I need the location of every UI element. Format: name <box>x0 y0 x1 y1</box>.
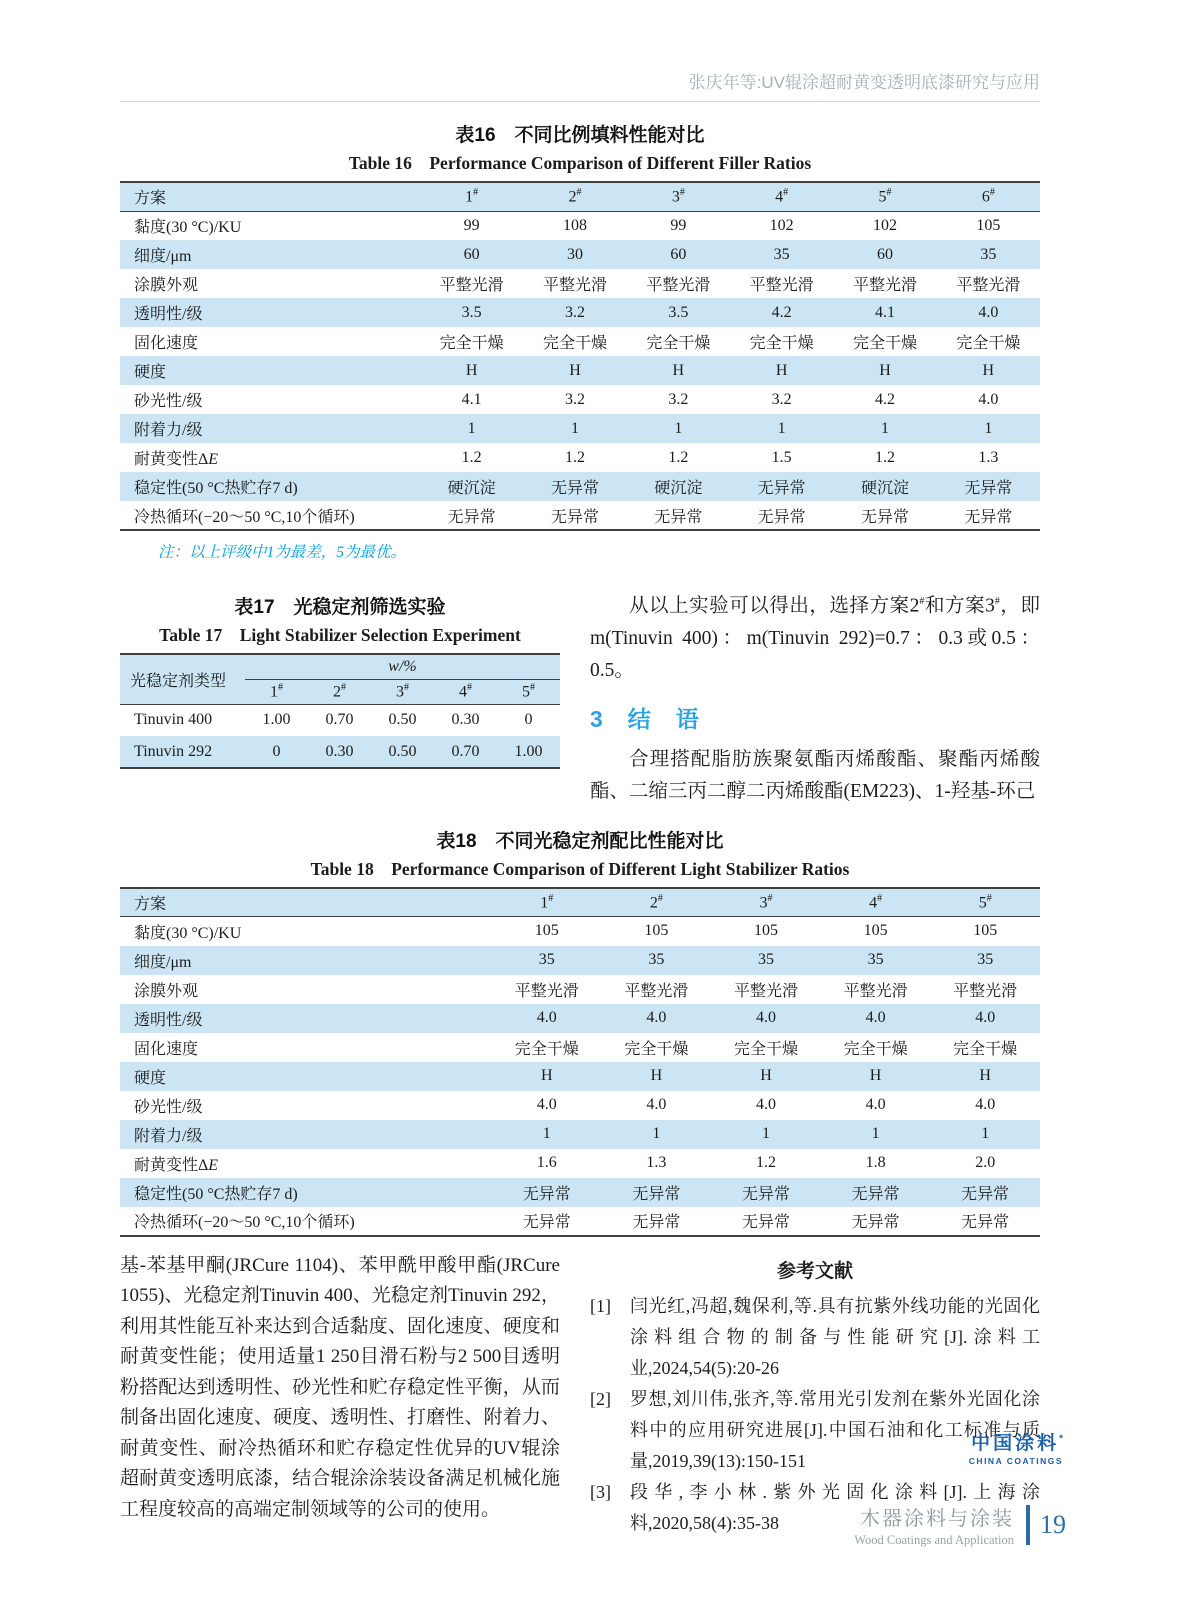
table-cell: 1 <box>880 419 889 437</box>
reference-text: 闫光红,冯超,魏保利,等.具有抗紫外线功能的光固化涂料组合物的制备与性能研究[J].涂料工业,2024,54(5):20-26 <box>630 1295 1040 1378</box>
table-cell: 完全干燥 <box>733 1040 798 1058</box>
table-cell: 1 <box>777 419 786 437</box>
table-column-header: 1# <box>492 888 602 917</box>
table-cell: 1.3 <box>646 1154 667 1171</box>
table-cell: 1.2 <box>874 448 895 466</box>
table-cell: 60 <box>463 245 480 263</box>
table-cell: 35 <box>977 951 994 968</box>
table-row <box>120 501 1040 530</box>
logo-trademark-icon: * <box>1059 1433 1063 1445</box>
table-cell: 4.0 <box>865 1096 886 1113</box>
table17-cell: 0.30 <box>451 711 480 729</box>
table-cell: 1 <box>652 1125 661 1142</box>
table-row <box>120 1033 1040 1062</box>
table-row-label: 附着力/级 <box>134 1127 203 1145</box>
table-cell: 102 <box>769 216 794 234</box>
china-coatings-logo <box>969 1428 1063 1466</box>
table17-cell: 0.50 <box>388 742 417 760</box>
reference-number: [3] <box>590 1481 611 1502</box>
table-cell: 105 <box>973 922 998 940</box>
table17-unit-header: w/% <box>245 654 560 679</box>
logo-en-text: CHINA COATINGS <box>968 1456 1063 1466</box>
table-column-header: 3# <box>711 888 821 917</box>
footer-divider-bar <box>1026 1505 1030 1545</box>
table-cell: H <box>569 361 581 379</box>
table-row-label: 耐黄变性ΔE <box>134 451 219 468</box>
table-cell: 60 <box>670 245 687 263</box>
table-cell: 硬沉淀 <box>860 480 909 497</box>
table-cell: 无异常 <box>860 508 909 526</box>
table-cell: 无异常 <box>654 508 703 526</box>
table17-cell: 0 <box>524 711 533 729</box>
table17-title-en: Table 17 Light Stabilizer Selection Experiment <box>159 625 521 645</box>
table-row-label: 固化速度 <box>134 335 199 352</box>
table-cell: 1.6 <box>536 1154 557 1171</box>
table-cell: 完全干燥 <box>953 1040 1018 1058</box>
references-heading: 参考文献 <box>776 1260 853 1282</box>
page-content <box>120 0 1040 1539</box>
table-corner-label: 方案 <box>120 182 420 211</box>
table-cell: 无异常 <box>550 508 599 526</box>
table17-cell: 0.30 <box>325 742 354 760</box>
table18 <box>120 887 1040 1237</box>
table-cell: 平整光滑 <box>749 277 814 294</box>
table-cell: 4.0 <box>536 1096 557 1113</box>
table-cell: H <box>650 1067 663 1084</box>
table-cell: 1 <box>981 1125 990 1142</box>
table-cell: 平整光滑 <box>542 277 607 294</box>
table-row <box>120 975 1040 1004</box>
table-row <box>120 1207 1040 1236</box>
table17-cell: 0 <box>272 742 281 760</box>
table-cell: H <box>979 1067 991 1084</box>
table-cell: 3.2 <box>564 303 585 321</box>
table-cell: H <box>465 361 478 379</box>
table16-title-cn: 表16 不同比例填料性能对比 <box>455 125 705 146</box>
table-cell: 35 <box>980 245 997 263</box>
table-cell: 35 <box>538 951 555 968</box>
table-cell: 1.5 <box>771 448 792 466</box>
table-row <box>120 356 1040 385</box>
table-cell: 无异常 <box>632 1214 681 1231</box>
table-row <box>120 1062 1040 1091</box>
table-cell: 60 <box>876 245 893 263</box>
table-cell: 35 <box>757 951 774 968</box>
table-cell: 完全干燥 <box>843 1040 908 1058</box>
table-cell: H <box>982 361 995 379</box>
table-row <box>120 1149 1040 1178</box>
table-cell: H <box>869 1067 882 1084</box>
table-cell: 3.5 <box>461 303 482 321</box>
table-cell: 完全干燥 <box>956 335 1021 352</box>
table-cell: 105 <box>644 922 669 940</box>
table-cell: 99 <box>670 216 687 234</box>
table-cell: 1.8 <box>865 1154 886 1171</box>
table-cell: 35 <box>773 245 790 263</box>
references-column <box>590 1251 1040 1539</box>
table-cell: 完全干燥 <box>749 335 814 352</box>
table-cell: 1 <box>761 1125 770 1142</box>
table-column-header: 4# <box>730 182 833 211</box>
table18-section <box>120 826 1040 1237</box>
table-cell: 无异常 <box>522 1185 571 1203</box>
table-cell: 无异常 <box>757 508 806 526</box>
table-row-label: 硬度 <box>134 1069 167 1087</box>
table17-column-header: 1# <box>245 679 308 704</box>
table-column-header: 2# <box>602 888 712 917</box>
table-cell: 无异常 <box>741 1185 790 1203</box>
table-cell: 无异常 <box>757 480 806 497</box>
table-row-label: 涂膜外观 <box>134 277 199 294</box>
table-cell: 平整光滑 <box>852 277 917 294</box>
reference-text: 罗想,刘川伟,张齐,等.常用光引发剂在紫外光固化涂料中的应用研究进展[J].中国石油和化工标准与质量,2019,39(13):150-151 <box>630 1388 1040 1471</box>
table-cell: 4.0 <box>975 1096 996 1113</box>
table-cell: 硬沉淀 <box>654 480 703 497</box>
table-cell: 1 <box>984 419 993 437</box>
table-cell: 1.2 <box>755 1154 776 1171</box>
table-cell: 平整光滑 <box>843 982 908 1000</box>
table-cell: 平整光滑 <box>646 277 711 294</box>
table17-cell: 0.70 <box>451 742 480 760</box>
table-cell: 无异常 <box>741 1214 790 1231</box>
table-cell: 无异常 <box>632 1185 681 1203</box>
middle-two-column-area <box>120 586 1040 808</box>
table-cell: 4.0 <box>536 1009 557 1026</box>
page-number: 19 <box>1040 1510 1066 1539</box>
table-cell: 4.0 <box>755 1009 776 1026</box>
table16-section <box>120 120 1040 562</box>
table-cell: 1.2 <box>564 448 585 466</box>
table-cell: 无异常 <box>447 508 496 526</box>
table-cell: 1.2 <box>668 448 689 466</box>
table-header-row <box>120 182 1040 211</box>
table-row-label: 稳定性(50 °C热贮存7 d) <box>134 480 298 497</box>
table-cell: 1.3 <box>978 448 999 466</box>
table-cell: H <box>760 1067 772 1084</box>
table18-title-cn: 表18 不同光稳定剂配比性能对比 <box>436 830 724 852</box>
footer-journal-en: Wood Coatings and Application <box>854 1533 1014 1547</box>
table-row <box>120 472 1040 501</box>
table17-column-header: 2# <box>308 679 371 704</box>
table-row <box>120 1004 1040 1033</box>
table-cell: 完全干燥 <box>624 1040 689 1058</box>
table-cell: 平整光滑 <box>733 982 798 1000</box>
table-column-header: 1# <box>420 182 523 211</box>
table-cell: 105 <box>534 922 559 940</box>
table-cell: 4.2 <box>874 390 895 408</box>
table-cell: 平整光滑 <box>624 982 689 1000</box>
table-row <box>120 240 1040 269</box>
table-cell: 无异常 <box>964 480 1013 497</box>
footer-journal-block <box>854 1502 1014 1548</box>
table16-note: 注：以上评级中1为最差，5为最优。 <box>158 544 407 561</box>
table-cell: 105 <box>753 922 778 940</box>
table-row-label: 砂光性/级 <box>134 1098 203 1116</box>
table-row-label: 黏度(30 °C)/KU <box>134 924 242 942</box>
table-cell: 35 <box>867 951 884 968</box>
table-cell: H <box>541 1067 553 1084</box>
table-cell: 3.2 <box>668 390 689 408</box>
table-cell: H <box>775 361 788 379</box>
table-cell: 平整光滑 <box>953 982 1018 1000</box>
table17-column-header: 4# <box>434 679 497 704</box>
table-row <box>120 414 1040 443</box>
table17 <box>120 653 560 769</box>
table-row <box>120 1120 1040 1149</box>
table-cell: 无异常 <box>964 508 1013 526</box>
table17-row-label: Tinuvin 400 <box>134 711 213 729</box>
table-row <box>120 1091 1040 1120</box>
table-cell: 硬沉淀 <box>447 480 496 497</box>
reference-text: 段华,李小林.紫外光固化涂料[J].上海涂料,2020,58(4):35-38 <box>630 1481 1040 1533</box>
table-row <box>120 946 1040 975</box>
table-cell: 无异常 <box>851 1185 900 1203</box>
table-row-label: 耐黄变性ΔE <box>134 1156 219 1174</box>
table-cell: 4.0 <box>646 1096 667 1113</box>
table-column-header: 2# <box>523 182 626 211</box>
table-cell: 4.1 <box>461 390 482 408</box>
table16-title-en: Table 16 Performance Comparison of Different Filler Ratios <box>348 153 812 173</box>
table-cell: 1.2 <box>461 448 482 466</box>
table-cell: 1 <box>570 419 579 437</box>
table-cell: 无异常 <box>961 1214 1010 1231</box>
table-cell: 4.1 <box>874 303 895 321</box>
table-cell: 1 <box>542 1125 551 1142</box>
table-cell: 105 <box>976 216 1001 234</box>
table-cell: 无异常 <box>961 1185 1010 1203</box>
table-cell: 4.0 <box>865 1009 886 1026</box>
table-row-label: 附着力/级 <box>134 422 203 439</box>
bottom-two-column-area <box>120 1251 1040 1539</box>
table-row <box>120 211 1040 240</box>
table-row-label: 涂膜外观 <box>134 982 199 1000</box>
table17-section <box>120 586 560 808</box>
table-cell: H <box>672 361 685 379</box>
table-cell: 4.0 <box>978 390 999 408</box>
table17-cell: 1.00 <box>514 742 543 760</box>
paragraph-conclusion-start: 合理搭配脂肪族聚氨酯丙烯酸酯、聚酯丙烯酸酯、二缩三丙二醇二丙烯酸酯(EM223)、1-羟基-环己 <box>590 748 1040 802</box>
table-cell: 102 <box>872 216 897 234</box>
table-row-label: 透明性/级 <box>134 1011 203 1029</box>
table18-title-en: Table 18 Performance Comparison of Different Light Stabilizer Ratios <box>310 858 850 879</box>
table-cell: 平整光滑 <box>439 277 504 294</box>
table-cell: 35 <box>648 951 665 968</box>
table-header-row <box>120 888 1040 917</box>
table-row-label: 透明性/级 <box>134 306 203 323</box>
table-cell: H <box>879 361 891 379</box>
table-row-label: 砂光性/级 <box>134 393 203 410</box>
table-column-header: 5# <box>833 182 936 211</box>
table-row-label: 细度/μm <box>134 248 192 265</box>
paragraph-scheme-selection: 从以上实验可以得出，选择方案2#和方案3#，即m(Tinuvin 400)：m(Tinuvin 292)=0.7：0.3或0.5：0.5。 <box>590 595 1040 681</box>
table-row-label: 固化速度 <box>134 1040 199 1058</box>
table-cell: 平整光滑 <box>956 277 1021 294</box>
table17-header-row-1 <box>120 654 560 679</box>
table-cell: 完全干燥 <box>852 335 917 352</box>
table17-row-tinuvin400 <box>120 704 560 736</box>
table-cell: 完全干燥 <box>646 335 711 352</box>
table17-row-label: Tinuvin 292 <box>134 742 213 760</box>
reference-number: [1] <box>590 1295 611 1316</box>
table-cell: 30 <box>566 245 583 263</box>
running-head-title: 张庆年等:UV辊涂超耐黄变透明底漆研究与应用 <box>120 0 1040 102</box>
table-cell: 无异常 <box>851 1214 900 1231</box>
table-cell: 2.0 <box>975 1154 996 1171</box>
table-row <box>120 1178 1040 1207</box>
table-row-label: 冷热循环(−20～50 °C,10个循环) <box>134 1214 355 1231</box>
table-cell: 4.2 <box>771 303 792 321</box>
conclusion-continued-column <box>120 1251 560 1539</box>
table-cell: 1 <box>674 419 683 437</box>
table-cell: 4.0 <box>755 1096 776 1113</box>
conclusion-intro-column <box>590 586 1040 808</box>
reference-item <box>590 1291 1040 1384</box>
table-row-label: 硬度 <box>134 364 167 381</box>
table17-cell: 1.00 <box>262 711 291 729</box>
table-cell: 3.2 <box>771 390 792 408</box>
section-heading-conclusion: 3 结 语 <box>590 705 700 732</box>
table-row <box>120 327 1040 356</box>
table-row-label: 黏度(30 °C)/KU <box>134 219 242 237</box>
table-row <box>120 298 1040 327</box>
table-column-header: 3# <box>627 182 730 211</box>
footer-journal-cn: 木器涂料与涂装 <box>860 1508 1014 1530</box>
table-row <box>120 385 1040 414</box>
table-row <box>120 917 1040 946</box>
table-cell: 完全干燥 <box>439 335 504 352</box>
table-cell: 1 <box>467 419 476 437</box>
table17-title-cn: 表17 光稳定剂筛选实验 <box>234 597 446 618</box>
table-row-label: 稳定性(50 °C热贮存7 d) <box>134 1185 298 1203</box>
logo-cn-label: 中国涂料 <box>971 1433 1060 1454</box>
table17-row-tinuvin292 <box>120 736 560 768</box>
table-cell: 4.0 <box>978 303 999 321</box>
table-cell: 99 <box>463 216 480 234</box>
logo-cn-text <box>969 1428 1063 1455</box>
table-cell: 108 <box>562 216 587 234</box>
page-footer <box>854 1502 1066 1548</box>
table-cell: 4.0 <box>975 1009 996 1026</box>
table-cell: 1 <box>871 1125 880 1142</box>
table-cell: 平整光滑 <box>514 982 579 1000</box>
table-row <box>120 443 1040 472</box>
table-column-header: 4# <box>821 888 931 917</box>
table-cell: 3.2 <box>564 390 585 408</box>
table-cell: 完全干燥 <box>514 1040 579 1058</box>
table-column-header: 5# <box>930 888 1040 917</box>
table-cell: 无异常 <box>522 1214 571 1231</box>
reference-number: [2] <box>590 1388 611 1409</box>
table16 <box>120 181 1040 531</box>
table-cell: 3.5 <box>668 303 689 321</box>
table-row <box>120 269 1040 298</box>
table-cell: 完全干燥 <box>542 335 607 352</box>
table-corner-label: 方案 <box>120 888 492 917</box>
table17-corner-label: 光稳定剂类型 <box>120 654 245 704</box>
table-cell: 105 <box>863 922 888 940</box>
table17-cell: 0.50 <box>388 711 417 729</box>
table-cell: 无异常 <box>550 480 599 497</box>
table17-column-header: 3# <box>371 679 434 704</box>
table-cell: 4.0 <box>646 1009 667 1026</box>
table-row-label: 细度/μm <box>134 953 192 971</box>
table-row-label: 冷热循环(−20～50 °C,10个循环) <box>134 508 355 526</box>
table-column-header: 6# <box>937 182 1040 211</box>
table17-column-header: 5# <box>497 679 560 704</box>
table17-cell: 0.70 <box>325 711 354 729</box>
paragraph-conclusion-continued: 基-苯基甲酮(JRCure 1104)、苯甲酰甲酸甲酯(JRCure 1055)、光稳定剂Tinuvin 400、光稳定剂Tinuvin 292，利用其性能互补来达到合适黏度、固化速度、硬度和耐黄变性能；使用适量1 250目滑石粉与2 500目透明粉搭配达到透明性、砂光性和贮存稳定性平衡，从而制备出固化速度、硬度、透明性、打磨性、附着力、耐黄变性、耐冷热循环和贮存稳定性优异的UV辊涂超耐黄变透明底漆，结合辊涂涂装设备满足机械化施工程度较高的高端定制领域等的公司的使用。 <box>120 1254 560 1520</box>
